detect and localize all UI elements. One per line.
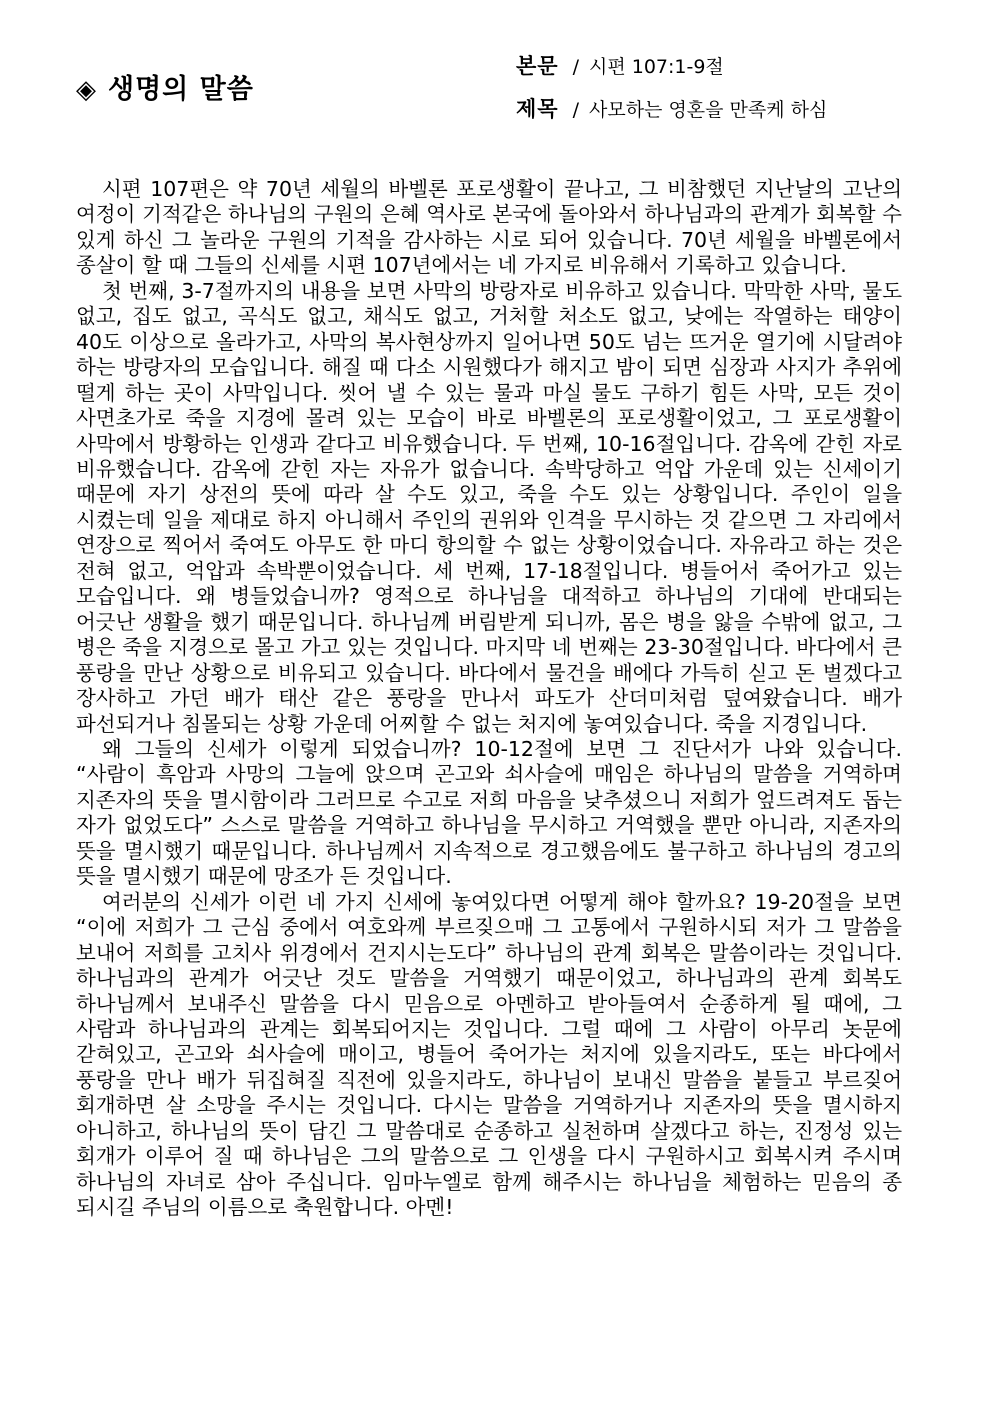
subject-separator: /	[572, 99, 579, 121]
paragraph: 여러분의 신세가 이런 네 가지 신세에 놓여있다면 어떻게 해야 할까요? 19-20절을 보면 “이에 저희가 그 근심 중에서 여호와께 부르짖으매 그 고통에서 구원하시되 저가 그 말씀을 보내어 저희를 고치사 위경에서 건지시는도다” 하나님의 관계 회복은 말씀이라는 것입니다. 하나님과의 관계가 어긋난 것도 말씀을 거역했기 때문이었고, 하나님과의 관계 회복도 하나님께서 보내주신 말씀을 다시 믿음으로 아멘하고 받아들여서 순종하게 될 때에, 그 사람과 하나님과의 관계는 회복되어지는 것입니다. 그럴 때에 그 사람이 아무리 놋문에 갇혀있고, 곤고와 쇠사슬에 매이고, 병들어 죽어가는 처지에 있을지라도, 또는 바다에서 풍랑을 만나 배가 뒤집혀질 직전에 있을지라도, 하나님이 보내신 말씀을 붙들고 부르짖어 회개하면 살 소망을 주시는 것입니다. 다시는 말씀을 거역하거나 지존자의 뜻을 멸시하지 아니하고, 하나님의 뜻이 담긴 그 말씀대로 순종하고 실천하며 살겠다고 하는, 진정성 있는 회개가 이루어 질 때 하나님은 그의 말씀으로 그 인생을 다시 구원하시고 회복시켜 주시며 하나님의 자녀로 삼아 주십니다. 임마누엘로 함께 해주시는 하나님을 체험하는 믿음의 종 되시길 주님의 이름으로 축원합니다. 아멘!	[76, 889, 902, 1220]
subject-line	[516, 95, 827, 124]
passage-line	[516, 52, 724, 81]
subject-value: 사모하는 영혼을 만족케 하심	[588, 99, 828, 121]
paragraph: 왜 그들의 신세가 이렇게 되었습니까? 10-12절에 보면 그 진단서가 나와 있습니다. “사람이 흑암과 사망의 그늘에 앉으며 곤고와 쇠사슬에 매임은 하나님의 말씀을 거역하며 지존자의 뜻을 멸시함이라 그러므로 수고로 저희 마음을 낮추셨으니 저희가 엎드려져도 돕는 자가 없었도다” 스스로 말씀을 거역하고 하나님을 무시하고 거역했을 뿐만 아니라, 지존자의 뜻을 멸시했기 때문입니다. 하나님께서 지속적으로 경고했음에도 불구하고 하나님의 경고의 뜻을 멸시했기 때문에 망조가 든 것입니다.	[76, 736, 902, 889]
sermon-body	[76, 177, 902, 1221]
paragraph: 첫 번째, 3-7절까지의 내용을 보면 사막의 방랑자로 비유하고 있습니다. 막막한 사막, 물도 없고, 집도 없고, 곡식도 없고, 채식도 없고, 거처할 처소도 없고, 낮에는 작열하는 태양이 40도 이상으로 올라가고, 사막의 복사현상까지 일어나면 50도 넘는 뜨거운 열기에 시달려야 하는 방랑자의 모습입니다. 해질 때 다소 시원했다가 해지고 밤이 되면 심장과 사지가 추위에 떨게 하는 곳이 사막입니다. 씻어 낼 수 있는 물과 마실 물도 구하기 힘든 사막, 모든 것이 사면초가로 죽을 지경에 몰려 있는 모습이 바로 바벨론의 포로생활이었고, 그 포로생활이 사막에서 방황하는 인생과 같다고 비유했습니다. 두 번째, 10-16절입니다. 감옥에 갇힌 자로 비유했습니다. 감옥에 갇힌 자는 자유가 없습니다. 속박당하고 억압 가운데 있는 신세이기 때문에 자기 상전의 뜻에 따라 살 수도 있고, 죽을 수도 있는 상황입니다. 주인이 일을 시켰는데 일을 제대로 하지 아니해서 주인의 권위와 인격을 무시하는 것 같으면 그 자리에서 연장으로 찍어서 죽여도 아무도 한 마디 항의할 수 없는 상황이었습니다. 자유라고 하는 것은 전혀 없고, 억압과 속박뿐이었습니다. 세 번째, 17-18절입니다. 병들어서 죽어가고 있는 모습입니다. 왜 병들었습니까? 영적으로 하나님을 대적하고 하나님의 기대에 반대되는 어긋난 생활을 했기 때문입니다. 하나님께 버림받게 되니까, 몸은 병을 앓을 수밖에 없고, 그 병은 죽을 지경으로 몰고 가고 있는 것입니다. 마지막 네 번째는 23-30절입니다. 바다에서 큰 풍랑을 만난 상황으로 비유되고 있습니다. 바다에서 물건을 배에다 가득히 싣고 돈 벌겠다고 장사하고 가던 배가 태산 같은 풍랑을 만나서 파도가 산더미처럼 덮여왔습니다. 배가 파선되거나 침몰되는 상황 가운데 어찌할 수 없는 처지에 놓여있습니다. 죽을 지경입니다.	[76, 278, 902, 736]
diamond-bullet-icon: ◈	[76, 75, 97, 105]
subject-label: 제목	[516, 97, 559, 121]
section-title	[76, 72, 254, 108]
section-title-text: 생명의 말씀	[108, 74, 254, 105]
paragraph: 시편 107편은 약 70년 세월의 바벨론 포로생활이 끝나고, 그 비참했던 지난날의 고난의 여정이 기적같은 하나님의 구원의 은혜 역사로 본국에 돌아와서 하나님과의 관계가 회복할 수 있게 하신 그 놀라운 구원의 기적을 감사하는 시로 되어 있습니다. 70년 세월을 바벨론에서 종살이 할 때 그들의 신세를 시편 107년에서는 네 가지로 비유해서 기록하고 있습니다.	[76, 177, 902, 278]
passage-separator: /	[572, 56, 579, 78]
passage-value: 시편 107:1-9절	[588, 56, 724, 78]
passage-label: 본문	[516, 54, 559, 78]
